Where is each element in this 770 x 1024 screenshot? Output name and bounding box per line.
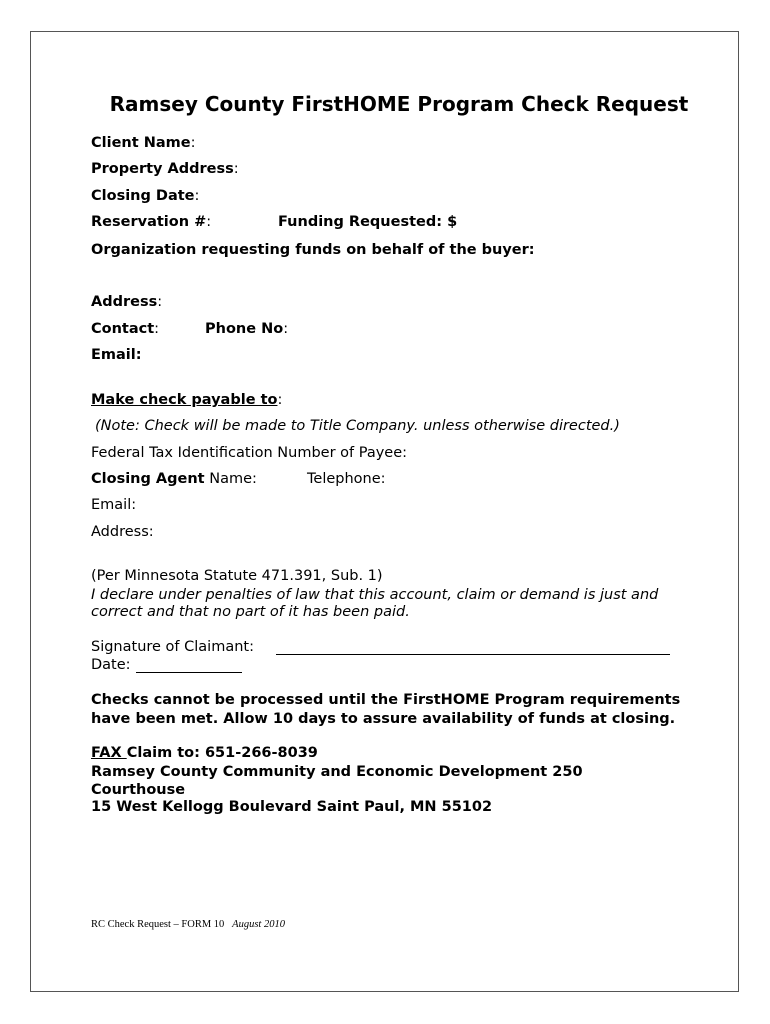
declaration-line-2: correct and that no part of it has been paid. xyxy=(91,604,410,620)
payee-email-label: Email: xyxy=(91,497,137,513)
closing-date-label: Closing Date xyxy=(91,188,195,204)
client-name-label: Client Name xyxy=(91,135,191,151)
fax-label: FAX xyxy=(91,745,127,761)
closing-agent-field xyxy=(91,470,257,488)
contact-label: Contact xyxy=(91,321,155,337)
phone-label: Phone No xyxy=(205,321,284,337)
form-date: August 2010 xyxy=(232,919,285,930)
page-title: Ramsey County FirstHOME Program Check Request xyxy=(109,92,689,116)
reservation-label: Reservation # xyxy=(91,214,207,230)
organization-label: Organization requesting funds on behalf of the buyer: xyxy=(91,242,535,258)
closing-agent-name-label: Name: xyxy=(209,471,257,487)
date-line xyxy=(136,672,242,673)
property-address-field: Property Address: xyxy=(91,161,239,177)
closing-agent-label: Closing Agent xyxy=(91,471,205,487)
notice-line-1: Checks cannot be processed until the FirstHOME Program requirements xyxy=(91,692,681,708)
payee-heading-label: Make check payable to xyxy=(91,392,278,408)
payee-address-label: Address: xyxy=(91,524,154,540)
notice-line-2: have been met. Allow 10 days to assure availability of funds at closing. xyxy=(91,711,676,727)
date-field xyxy=(91,656,131,674)
form-footer xyxy=(91,919,285,930)
fax-line xyxy=(91,744,318,762)
signature-line xyxy=(276,654,670,655)
signature-label: Signature of Claimant: xyxy=(91,639,254,655)
declaration-line-1: I declare under penalties of law that this account, claim or demand is just and xyxy=(91,587,659,603)
street-address-line: 15 West Kellogg Boulevard Saint Paul, MN 55102 xyxy=(91,799,493,815)
payee-note: (Note: Check will be made to Title Company. unless otherwise directed.) xyxy=(95,418,620,434)
form-id: RC Check Request – FORM 10 xyxy=(91,919,225,930)
address-label: Address xyxy=(91,294,158,310)
property-address-label: Property Address xyxy=(91,161,234,177)
closing-date-field: Closing Date: xyxy=(91,188,200,204)
date-label: Date: xyxy=(91,657,131,673)
client-name-field: Client Name: xyxy=(91,135,196,151)
payee-heading: Make check payable to: xyxy=(91,392,283,408)
telephone-label: Telephone: xyxy=(307,471,386,487)
org-address-line: Ramsey County Community and Economic Development 250 xyxy=(91,764,583,780)
email-label: Email: xyxy=(91,347,142,363)
address-field: Address: xyxy=(91,294,163,310)
signature-field xyxy=(91,638,254,656)
contact-field: Contact: xyxy=(91,321,160,337)
fein-label: Federal Tax Identification Number of Payee: xyxy=(91,445,408,461)
statute-reference: (Per Minnesota Statute 471.391, Sub. 1) xyxy=(91,568,383,584)
fax-number: Claim to: 651-266-8039 xyxy=(126,745,318,761)
funding-requested-label: Funding Requested: $ xyxy=(278,214,458,230)
reservation-field: Reservation #: xyxy=(91,214,212,230)
phone-field: Phone No: xyxy=(205,321,289,337)
courthouse-line: Courthouse xyxy=(91,782,186,798)
